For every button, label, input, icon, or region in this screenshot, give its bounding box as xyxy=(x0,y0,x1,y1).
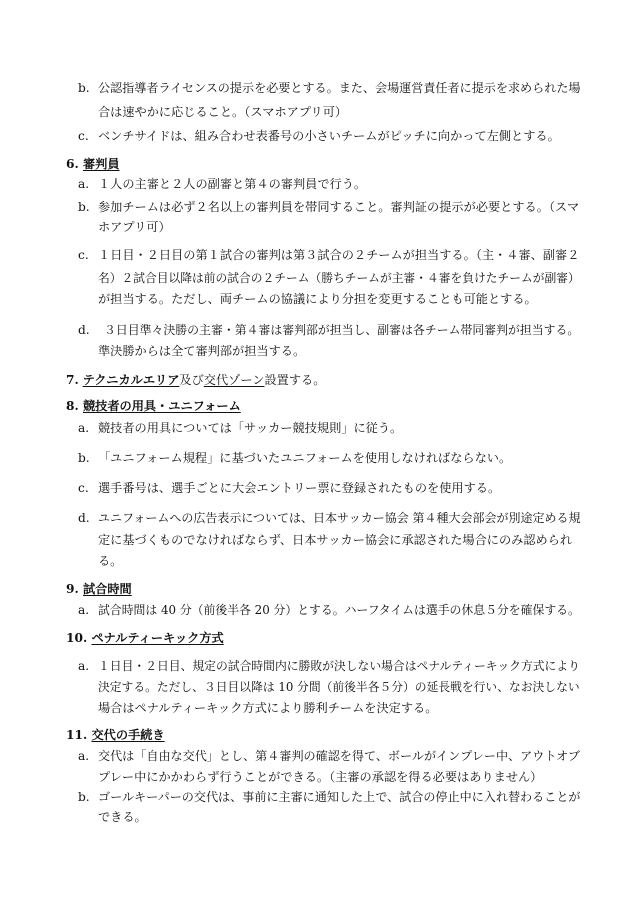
section-title: ペナルティーキック方式 xyxy=(91,631,224,645)
paragraph-line: 交代は「自由な交代」とし、第４審判の確認を得て、ボールがインプレー中、アウトオブ xyxy=(98,749,580,763)
section-title: 試合時間 xyxy=(82,582,132,596)
paragraph-line: 選手番号は、選手ごとに大会エントリー票に登録されたものを使用する。 xyxy=(98,481,501,495)
item-label: b. xyxy=(78,451,90,465)
paragraph-line: 定に基づくものでなければならず、日本サッカー協会に承認された場合にのみ認められ xyxy=(98,533,573,547)
item-label: a. xyxy=(78,749,90,763)
paragraph-line: １日目・２日目の第１試合の審判は第３試合の２チームが担当する。（主・４審、副審２ xyxy=(98,248,580,262)
section-number: 8. xyxy=(66,399,79,413)
item-label: c. xyxy=(78,129,89,143)
section-title-zone: 交代ゾーン xyxy=(203,373,265,387)
section-heading xyxy=(66,727,165,743)
paragraph-line: ３日目準々決勝の主審・第４審は審判部が担当し、副審は各チーム帯同審判が担当する。 xyxy=(104,323,580,337)
paragraph-line: 名）２試合目以降は前の試合の２チーム（勝ちチームが主審・４審を負けたチームが副審） xyxy=(98,271,580,285)
paragraph-line: できる。 xyxy=(98,810,147,824)
section-heading xyxy=(66,630,224,646)
item-label: a. xyxy=(78,603,90,617)
section-number: 6. xyxy=(66,157,79,171)
paragraph-line: ユニフォームへの広告表示については、日本サッカー協会 第４種大会部会が別途定める規 xyxy=(98,511,581,525)
paragraph-line: 試合時間は 40 分（前後半各 20 分）とする。ハーフタイムは選手の休息５分を確保する。 xyxy=(98,603,580,617)
item-label: b. xyxy=(78,200,90,214)
item-label: c. xyxy=(78,481,89,495)
paragraph-line: 「ユニフォーム規程」に基づいたユニフォームを使用しなければならない。 xyxy=(98,451,512,465)
item-label: b. xyxy=(78,790,90,804)
item-label: a. xyxy=(78,177,90,191)
section-number: 10. xyxy=(66,631,88,645)
paragraph-line: ゴールキーパーの交代は、事前に主審に通知した上で、試合の停止中に入れ替わることが xyxy=(98,790,581,804)
item-label: a. xyxy=(78,659,90,673)
item-label: b. xyxy=(78,81,90,95)
section-heading xyxy=(66,581,132,597)
paragraph-line: １人の主審と２人の副審と第４の審判員で行う。 xyxy=(98,177,367,191)
section-title: テクニカルエリア xyxy=(82,373,180,387)
paragraph-line: 参加チームは必ず２名以上の審判員を帯同すること。審判証の提示が必要とする。（スマ xyxy=(98,200,580,214)
paragraph-line: 準決勝からは全て審判部が担当する。 xyxy=(98,344,306,358)
paragraph-line: が担当する。ただし、両チームの協議により分担を変更することも可能とする。 xyxy=(98,292,537,306)
paragraph-line: る。 xyxy=(98,554,123,568)
heading-tail-text: 設置する。 xyxy=(264,373,326,387)
paragraph-line: １日目・２日目、規定の試合時間内に勝敗が決しない場合はペナルティーキック方式により xyxy=(98,659,580,673)
paragraph-line: 競技者の用具については「サッカー競技規則」に従う。 xyxy=(98,421,403,435)
section-heading xyxy=(66,156,120,172)
section-title: 競技者の用具・ユニフォーム xyxy=(82,399,241,413)
section-title: 交代の手続き xyxy=(91,728,165,742)
paragraph-line: ホアプリ可） xyxy=(98,220,171,234)
item-label: d. xyxy=(78,323,90,337)
item-label: d. xyxy=(78,511,90,525)
section-heading xyxy=(66,398,241,414)
item-label: c. xyxy=(78,248,89,262)
section-title: 審判員 xyxy=(82,157,120,171)
item-label: a. xyxy=(78,421,90,435)
section-number: 7. xyxy=(66,373,79,387)
section-number: 9. xyxy=(66,582,79,596)
conjunction-text: 及び xyxy=(179,373,204,387)
paragraph-line: 決定する。ただし、３日目以降は 10 分間（前後半各５分）の延長戦を行い、なお決しない xyxy=(98,680,580,694)
section-number: 11. xyxy=(66,728,88,742)
paragraph-line: ベンチサイドは、組み合わせ表番号の小さいチームがピッチに向かって左側とする。 xyxy=(98,129,560,143)
paragraph-line: 場合はペナルティーキック方式により勝利チームを決定する。 xyxy=(98,701,438,715)
paragraph-line: 合は速やかに応じること。（スマホアプリ可） xyxy=(98,105,348,119)
paragraph-line: プレー中にかかわらず行うことができる。（主審の承認を得る必要はありません） xyxy=(98,770,543,784)
paragraph-line: 公認指導者ライセンスの提示を必要とする。また、会場運営責任者に提示を求められた場 xyxy=(98,81,581,95)
section-heading xyxy=(66,372,325,388)
